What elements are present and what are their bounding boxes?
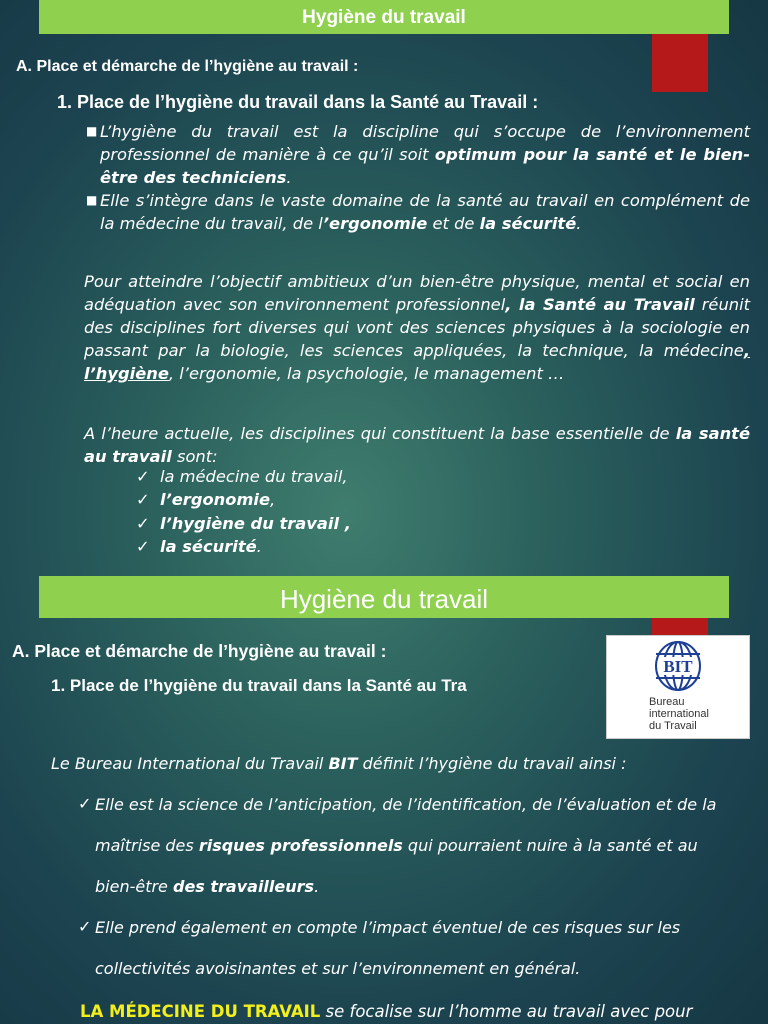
checkmark-icon: ✓ [78,794,92,813]
section-heading-a: A. Place et démarche de l’hygiène au travail : [16,58,359,75]
intro-paragraph: Le Bureau International du Travail BIT définit l’hygiène du travail ainsi : [51,754,627,773]
subsection-heading-1: 1. Place de l’hygiène du travail dans la Santé au Tra [51,676,467,695]
check-item: ✓ l’hygiène du travail , [136,514,351,533]
subsection-heading-1: 1. Place de l’hygiène du travail dans la Santé au Travail : [57,92,539,112]
square-bullet-icon: ■ [86,193,98,207]
definition-line: bien-être des travailleurs. [95,877,320,896]
paragraph: Pour atteindre l’objectif ambitieux d’un bien-être physique, mental et social en adéquation avec son environnement professionnel, la Santé au Travail réunit des disciplines fort diverses qui vont des sciences physiques à la sociologie en passant par la biologie, les sciences appliquées, la technique, la médecine, l’hygiène, l’ergonomie, la psychologie, le management … [84,272,750,383]
checkmark-icon: ✓ [136,467,150,486]
definition-line: Elle est la science de l’anticipation, de l’identification, de l’évaluation et de la [95,795,717,814]
bit-logo-letters: BIT [663,657,693,676]
definition-line: collectivités avoisinantes et sur l’environnement en général. [95,959,581,978]
check-item: ✓ la sécurité. [136,537,262,556]
slide-2 [0,572,768,1024]
paragraph: A l’heure actuelle, les disciplines qui constituent la base essentielle de la santé au travail sont: [84,424,750,466]
bit-emblem-icon [647,638,709,694]
definition-line: maîtrise des risques professionnels qui pourraient nuire à la santé et au [95,836,698,855]
section-heading-a: A. Place et démarche de l’hygiène au travail : [12,641,387,661]
bullet-item: ■ Elle s’intègre dans le vaste domaine de la santé au travail en complément de la médecine du travail, de l’ergonomie et de la sécurité. [86,191,750,233]
checkmark-icon: ✓ [136,490,150,509]
square-bullet-icon: ■ [86,124,98,138]
check-item: ✓ la médecine du travail, [136,467,348,486]
check-item: ✓ l’ergonomie, [136,490,276,509]
slide-title: Hygiène du travail [39,576,729,618]
bullet-item: ■ L’hygiène du travail est la discipline qui s’occupe de l’environnement professionnel de manière à ce qu’il soit optimum pour la santé et le bien-être des techniciens. [86,122,750,187]
closing-line: LA MÉDECINE DU TRAVAIL se focalise sur l’homme au travail avec pour [80,1002,693,1021]
checkmark-icon: ✓ [78,917,92,936]
checkmark-icon: ✓ [136,537,150,556]
checkmark-icon: ✓ [136,514,150,533]
bit-logo [606,635,750,739]
logo-caption: Bureau international du Travail [649,696,709,732]
red-accent-tab [652,34,708,92]
definition-line: Elle prend également en compte l’impact éventuel de ces risques sur les [95,918,681,937]
slide-title: Hygiène du travail [39,0,729,34]
